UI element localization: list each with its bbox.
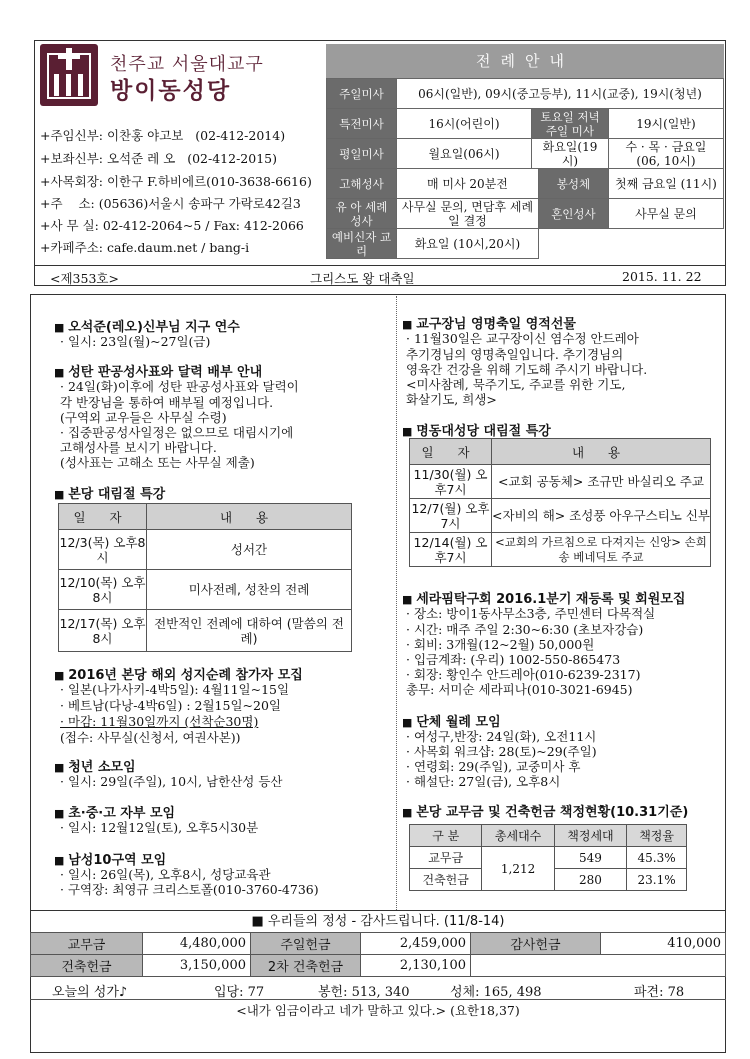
- fund-header: 책정세대: [554, 825, 626, 847]
- section-heading: ■ 단체 월례 모임: [402, 711, 501, 730]
- fund-assessed: 549: [554, 847, 626, 869]
- col-date: 일 자: [410, 439, 492, 465]
- row-content: 성서간: [147, 530, 352, 570]
- section-line: · 일시: 26일(목), 오후8시, 성당교육관: [60, 867, 271, 882]
- row-date: 12/10(목) 오후8시: [59, 570, 147, 610]
- offer-value: 2,130,100: [361, 955, 471, 977]
- offer-value: 4,480,000: [143, 933, 251, 955]
- section-line: · 24일(화)이후에 성탄 판공성사표와 달력이: [60, 379, 299, 394]
- section-line: 영육간 건강을 위해 기도해 주시기 바랍니다.: [406, 362, 648, 377]
- offer-label: 교무금: [31, 933, 143, 955]
- wed-fri-mass: 수 · 목 · 금요일 (06, 10시): [608, 139, 723, 169]
- header-divider: [34, 265, 726, 266]
- section-heading: ■ 2016년 본당 해외 성지순례 참가자 모집: [54, 664, 303, 683]
- col-content: 내 용: [492, 439, 711, 465]
- section-line: 화살기도, 희생>: [406, 392, 497, 407]
- column-divider: [396, 296, 397, 910]
- fund-header: 구 분: [410, 825, 482, 847]
- staff-line: +보좌신부: 오석준 레 오 (02-412-2015): [40, 151, 277, 166]
- fund-type: 건축헌금: [410, 869, 482, 891]
- offering-table: [30, 932, 726, 977]
- section-heading: ■ 청년 소모임: [54, 756, 136, 775]
- parish-advent-table: [58, 503, 352, 652]
- label-sunday: 주일미사: [327, 79, 397, 109]
- row-date: 12/3(목) 오후8시: [59, 530, 147, 570]
- label-marriage: 혼인성사: [538, 199, 608, 229]
- section-heading: ■ 세라핌탁구회 2016.1분기 재등록 및 회원모집: [402, 588, 685, 607]
- section-line: · 사목회 워크샵: 28(토)~29(주일): [406, 744, 597, 759]
- issue-number: <제353호>: [50, 271, 119, 286]
- fund-assessed: 280: [554, 869, 626, 891]
- section-heading: ■ 남성10구역 모임: [54, 849, 166, 868]
- hymn-recessional: 파견: 78: [634, 985, 685, 1000]
- church-diocese: 천주교 서울대교구: [110, 54, 264, 75]
- anointing: 첫째 금요일 (11시): [608, 169, 723, 199]
- offer-value: 410,000: [601, 933, 726, 955]
- section-heading: ■ 본당 교무금 및 건축헌금 책정현황(10.31기준): [402, 801, 688, 820]
- section-line: (성사표는 고해소 또는 사무실 제출): [60, 455, 255, 470]
- section-heading: ■ 성탄 판공성사표와 달력 배부 안내: [54, 361, 262, 380]
- staff-line: +사 무 실: 02-412-2064~5 / Fax: 412-2066: [40, 218, 304, 233]
- section-heading: ■ 본당 대림절 특강: [54, 483, 165, 502]
- section-line: <미사참례, 묵주기도, 주교를 위한 기도,: [406, 377, 626, 392]
- section-line: · 시간: 매주 주일 2:30~6:30 (초보자강습): [406, 622, 644, 637]
- section-line: (접수: 사무실(신청서, 여권사본)): [60, 730, 241, 745]
- church-logo-icon: [40, 44, 98, 106]
- section-line: · 11월30일은 교구장이신 염수정 안드레아: [406, 331, 639, 346]
- row-content: 전반적인 전례에 대하여 (말씀의 전례): [147, 610, 352, 652]
- section-line: · 일시: 23일(월)~27일(금): [60, 334, 211, 349]
- label-weekday: 평일미사: [327, 139, 397, 169]
- section-line: · 여성구,반장: 24일(화), 오전11시: [406, 729, 597, 744]
- row-date: 12/14(월) 오후7시: [410, 533, 492, 567]
- hymn-stats: [30, 976, 726, 1000]
- section-line: · 집중판공성사일정은 없으므로 대림시기에: [60, 425, 294, 440]
- hymn-label: 오늘의 성가♪: [52, 985, 128, 1000]
- section-line: · 입금계좌: (우리) 1002-550-865473: [406, 652, 621, 667]
- offer-label: 건축헌금: [31, 955, 143, 977]
- offer-label: 감사헌금: [471, 933, 601, 955]
- myeongdong-advent-table: [409, 438, 711, 567]
- offering-title: ■ 우리들의 정성 - 감사드립니다. (11/8-14): [30, 910, 726, 932]
- catechumen: 화요일 (10시,20시): [397, 229, 539, 259]
- offer-value: 2,459,000: [361, 933, 471, 955]
- section-line: · 연령회: 29(주일), 교중미사 후: [406, 759, 581, 774]
- label-infant-baptism: 유 아 세례성사: [327, 199, 397, 229]
- fund-rate: 23.1%: [627, 869, 687, 891]
- section-line: · 장소: 방이1동사무소3층, 주민센터 다목적실: [406, 606, 656, 621]
- section-line: 총무: 서미순 세라피나(010-3021-6945): [406, 682, 633, 697]
- staff-line: +카페주소: cafe.daum.net / bang-i: [40, 240, 250, 255]
- section-line: 각 반장님을 통하여 배부될 예정입니다.: [60, 395, 274, 410]
- row-content: <교회 공동체> 조규만 바실리오 주교: [492, 465, 711, 499]
- liturgy-table: [326, 78, 724, 259]
- infant-baptism: 사무실 문의, 면담후 세례일 결정: [397, 199, 539, 229]
- row-content: 미사전례, 성찬의 전례: [147, 570, 352, 610]
- section-heading: ■ 교구장님 영명축일 영적선물: [402, 313, 576, 332]
- hymn-communion: 성체: 165, 498: [450, 985, 542, 1000]
- staff-line: +주임신부: 이찬홍 야고보 (02-412-2014): [40, 128, 286, 143]
- fund-header: 총세대수: [482, 825, 554, 847]
- liturgy-title: 전례안내: [326, 44, 724, 78]
- col-content: 내 용: [147, 504, 352, 530]
- section-line: · 회장: 황인수 안드레아(010-6239-2317): [406, 667, 641, 682]
- offer-value: 3,150,000: [143, 955, 251, 977]
- row-date: 11/30(월) 오후7시: [410, 465, 492, 499]
- tuesday-mass: 화요일(19시): [532, 139, 609, 169]
- row-content: <교회의 가르침으로 다져지는 신앙> 손희송 베네딕토 주교: [492, 533, 711, 567]
- label-catechumen: 예비신자 교 리: [327, 229, 397, 259]
- offer-label: 주일헌금: [251, 933, 361, 955]
- fund-header: 책정율: [627, 825, 687, 847]
- section-line: · 일시: 12월12일(토), 오후5시30분: [60, 820, 259, 835]
- empty-cell: [538, 229, 723, 259]
- church-name: 방이동성당: [110, 78, 232, 104]
- hymn-entry: 입당: 77: [214, 985, 265, 1000]
- label-confession: 고해성사: [327, 169, 397, 199]
- section-line: · 해설단: 27일(금), 오후8시: [406, 774, 561, 789]
- special-mass: 16시(어린이): [397, 109, 532, 139]
- section-line: 추기경님의 영명축일입니다. 추기경님의: [406, 347, 624, 362]
- row-date: 12/7(월) 오후7시: [411, 500, 490, 531]
- monday-mass: 월요일(06시): [397, 139, 532, 169]
- fund-rate: 45.3%: [627, 847, 687, 869]
- section-line: · 구역장: 최영규 크리스토폴(010-3760-4736): [60, 882, 319, 897]
- label-saturday: 토요일 저녁 주일 미사: [532, 109, 609, 139]
- section-line: 고해성사를 보시기 바랍니다.: [60, 440, 217, 455]
- section-line: · 일시: 29일(주일), 10시, 남한산성 등산: [60, 774, 283, 789]
- gospel-verse: <내가 임금이라고 네가 말하고 있다.> (요한18,37): [236, 1003, 520, 1018]
- fund-table: [409, 824, 687, 891]
- section-heading: ■ 오석준(레오)신부님 지구 연수: [54, 316, 240, 335]
- feast-name: 그리스도 왕 대축일: [310, 271, 415, 286]
- label-special: 특전미사: [327, 109, 397, 139]
- col-date: 일 자: [59, 504, 147, 530]
- row-date: 12/17(목) 오후8시: [59, 610, 147, 652]
- confession: 매 미사 20분전: [397, 169, 539, 199]
- empty-cell: [471, 955, 726, 977]
- section-heading: ■ 초·중·고 자부 모임: [54, 802, 175, 821]
- section-line: · 마감: 11월30일까지 (선착순30명): [60, 714, 259, 729]
- issue-date: 2015. 11. 22: [622, 269, 702, 284]
- section-line: (구역외 교우들은 사무실 수령): [60, 410, 227, 425]
- offer-label: 2차 건축헌금: [251, 955, 361, 977]
- section-line: · 베트남(다낭-4박6일) : 2월15일~20일: [60, 698, 281, 713]
- hymn-offertory: 봉헌: 513, 340: [318, 985, 410, 1000]
- row-content: <자비의 해> 조성풍 아우구스티노 신부: [492, 499, 711, 533]
- staff-line: +주 소: (05636)서울시 송파구 가락로42길3: [40, 196, 301, 211]
- marriage: 사무실 문의: [608, 199, 723, 229]
- label-anointing: 봉성체: [538, 169, 608, 199]
- sunday-mass: 06시(일반), 09시(중고등부), 11시(교중), 19시(청년): [397, 79, 724, 109]
- saturday-mass: 19시(일반): [608, 109, 723, 139]
- section-heading: ■ 명동대성당 대림절 특강: [402, 420, 551, 439]
- section-line: · 회비: 3개월(12~2월) 50,000원: [406, 637, 595, 652]
- section-line: · 일본(나가사키-4박5일): 4월11일~15일: [60, 682, 290, 697]
- fund-type: 교무금: [410, 847, 482, 869]
- staff-line: +사목회장: 이한구 F.하비에르(010-3638-6616): [40, 174, 312, 189]
- fund-total-households: 1,212: [482, 847, 554, 891]
